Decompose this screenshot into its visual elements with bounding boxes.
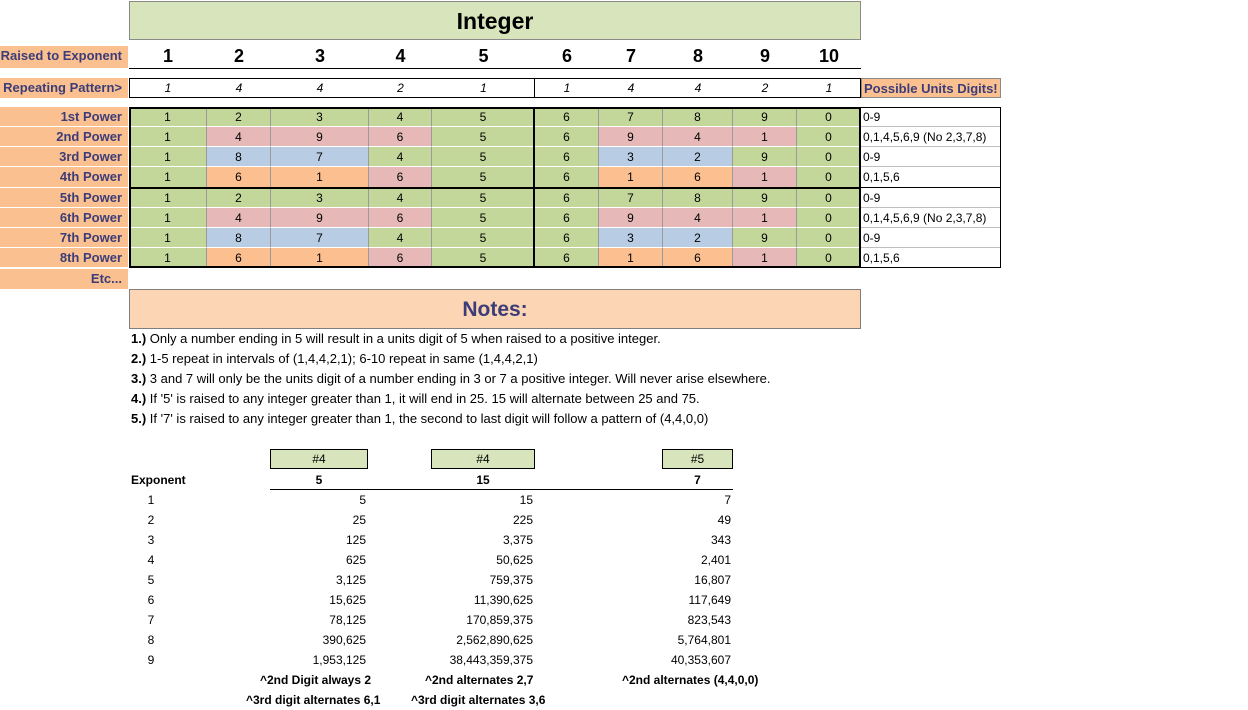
power-cell: 0 — [797, 127, 861, 147]
note-text: Only a number ending in 5 will result in a units digit of 5 when raised to a positive integer. — [146, 331, 661, 346]
power-cell: 6 — [207, 167, 271, 188]
footnote-col3-a: ^2nd alternates (4,4,0,0) — [622, 673, 759, 687]
possible-units-cell: 0-9 — [861, 228, 1001, 248]
exponent-label: Exponent — [131, 473, 186, 487]
power-cell: 6 — [207, 248, 271, 268]
power-cell: 6 — [535, 188, 599, 208]
power-cell: 1 — [129, 248, 207, 268]
power-cell: 3 — [599, 147, 663, 167]
power-cell: 9 — [599, 127, 663, 147]
exponent-value: 8 — [147, 633, 155, 647]
power-cell: 5 — [432, 228, 535, 248]
power-cell: 1 — [129, 188, 207, 208]
power-row-label: 6th Power — [0, 208, 128, 228]
power-cell: 1 — [271, 248, 369, 268]
pattern-value-8: 4 — [694, 81, 702, 95]
power-row-label: 7th Power — [0, 228, 128, 248]
power-cell: 5 — [432, 208, 535, 228]
power-cell: 6 — [369, 167, 432, 188]
power-cell: 6 — [535, 127, 599, 147]
integer-header-6: 6 — [561, 46, 572, 66]
integer-header-2: 2 — [233, 46, 244, 66]
power-cell: 0 — [797, 248, 861, 268]
power-cell: 9 — [271, 208, 369, 228]
note-number: 5.) — [131, 411, 147, 426]
footnote-col2-b: ^3rd digit alternates 3,6 — [411, 693, 546, 707]
power-cell: 5 — [432, 167, 535, 188]
power-cell: 1 — [129, 208, 207, 228]
power-cell: 6 — [663, 248, 733, 268]
power-cell: 6 — [369, 208, 432, 228]
note-line — [131, 389, 700, 409]
power-of-7-value: 343 — [710, 533, 731, 547]
power-row-label: 3rd Power — [0, 147, 128, 167]
integer-header-10: 10 — [818, 46, 840, 66]
pattern-value-9: 2 — [761, 81, 769, 95]
power-cell: 1 — [129, 228, 207, 248]
power-cell: 0 — [797, 107, 861, 127]
power-of-7-value: 117,649 — [688, 593, 731, 607]
power-cell: 1 — [733, 248, 797, 268]
power-cell: 8 — [663, 107, 733, 127]
header-underline — [129, 68, 861, 69]
pattern-value-1: 1 — [164, 81, 172, 95]
integer-title: Integer — [129, 1, 861, 40]
exponent-value: 7 — [147, 613, 155, 627]
power-cell: 9 — [271, 127, 369, 147]
tag-col2: #4 — [431, 449, 535, 469]
power-cell: 1 — [599, 248, 663, 268]
note-text: If '5' is raised to any integer greater than 1, it will end in 25. 15 will alternate between 25 and 75. — [146, 391, 700, 406]
grid-center-divider — [533, 107, 535, 268]
exponent-value: 6 — [147, 593, 155, 607]
integer-header-3: 3 — [314, 46, 325, 66]
power-cell: 1 — [129, 127, 207, 147]
integer-header-4: 4 — [395, 46, 406, 66]
power-row-label: 2nd Power — [0, 127, 128, 147]
power-cell: 5 — [432, 248, 535, 268]
power-of-7-value: 16,807 — [694, 573, 731, 587]
footnote-col2-a: ^2nd alternates 2,7 — [425, 673, 534, 687]
power-cell: 7 — [599, 188, 663, 208]
possible-divider — [861, 187, 1001, 188]
power-cell: 1 — [733, 127, 797, 147]
power-of-7-value: 5,764,801 — [677, 633, 731, 647]
pattern-value-6: 1 — [563, 81, 571, 95]
power-cell: 5 — [432, 127, 535, 147]
base-col2: 15 — [476, 473, 490, 487]
power-of-5-value: 3,125 — [335, 573, 366, 587]
possible-units-cell: 0-9 — [861, 188, 1001, 208]
power-of-15-value: 15 — [519, 493, 533, 507]
note-number: 1.) — [131, 331, 147, 346]
possible-units-cell: 0-9 — [861, 107, 1001, 127]
power-cell: 9 — [599, 208, 663, 228]
footnote-col1-a: ^2nd Digit always 2 — [260, 673, 372, 687]
tag-col3: #5 — [662, 449, 733, 469]
pattern-value-10: 1 — [825, 81, 833, 95]
power-cell: 9 — [733, 188, 797, 208]
etc-label: Etc... — [0, 269, 128, 289]
power-cell: 2 — [207, 107, 271, 127]
power-row-label: 8th Power — [0, 248, 128, 268]
power-cell: 2 — [663, 228, 733, 248]
power-of-7-value: 7 — [724, 493, 731, 507]
power-cell: 5 — [432, 107, 535, 127]
power-cell: 5 — [432, 147, 535, 167]
power-cell: 4 — [369, 228, 432, 248]
exponent-value: 4 — [147, 553, 155, 567]
power-cell: 6 — [369, 248, 432, 268]
power-cell: 4 — [663, 127, 733, 147]
power-of-7-value: 49 — [717, 513, 731, 527]
power-of-7-value: 823,543 — [687, 613, 731, 627]
power-cell: 4 — [369, 147, 432, 167]
pattern-value-4: 2 — [397, 81, 404, 95]
note-line — [131, 349, 538, 369]
power-cell: 2 — [207, 188, 271, 208]
exponent-value: 9 — [147, 653, 155, 667]
integer-header-7: 7 — [625, 46, 636, 66]
power-cell: 0 — [797, 147, 861, 167]
note-line — [131, 409, 708, 429]
note-line — [131, 329, 661, 349]
note-text: 1-5 repeat in intervals of (1,4,4,2,1); 6-10 repeat in same (1,4,4,2,1) — [146, 351, 538, 366]
power-cell: 5 — [432, 188, 535, 208]
power-of-15-value: 50,625 — [496, 553, 533, 567]
power-cell: 6 — [369, 127, 432, 147]
power-cell: 6 — [535, 107, 599, 127]
exponent-value: 3 — [147, 533, 155, 547]
power-of-15-value: 38,443,359,375 — [449, 653, 533, 667]
power-cell: 9 — [733, 147, 797, 167]
possible-units-cell: 0-9 — [861, 147, 1001, 167]
power-cell: 2 — [663, 147, 733, 167]
power-cell: 0 — [797, 188, 861, 208]
power-cell: 6 — [663, 167, 733, 188]
power-cell: 1 — [271, 167, 369, 188]
power-cell: 1 — [129, 147, 207, 167]
power-of-5-value: 1,953,125 — [312, 653, 366, 667]
note-number: 4.) — [131, 391, 147, 406]
possible-units-cell: 0,1,4,5,6,9 (No 2,3,7,8) — [861, 127, 1001, 147]
power-cell: 4 — [207, 127, 271, 147]
power-cell: 8 — [207, 228, 271, 248]
pattern-value-3: 4 — [316, 81, 324, 95]
possible-units-cell: 0,1,5,6 — [861, 248, 1001, 268]
grid-mid-divider — [129, 187, 861, 189]
exponent-value: 1 — [147, 493, 155, 507]
power-cell: 6 — [535, 228, 599, 248]
note-text: If '7' is raised to any integer greater than 1, the second to last digit will follow a pattern of (4,4,0,0) — [146, 411, 709, 426]
power-cell: 1 — [129, 167, 207, 188]
integer-header-8: 8 — [692, 46, 703, 66]
power-of-15-value: 759,375 — [489, 573, 533, 587]
power-of-15-value: 3,375 — [502, 533, 533, 547]
raised-to-exponent-label: Raised to Exponent — [0, 46, 128, 68]
power-cell: 6 — [535, 167, 599, 188]
note-number: 2.) — [131, 351, 147, 366]
possible-units-cell: 0,1,5,6 — [861, 167, 1001, 188]
power-of-7-value: 40,353,607 — [670, 653, 731, 667]
power-of-5-value: 15,625 — [329, 593, 366, 607]
tag-col1: #4 — [270, 449, 368, 469]
power-of-7-value: 2,401 — [700, 553, 731, 567]
base-col3: 7 — [694, 473, 701, 487]
exponent-value: 5 — [147, 573, 155, 587]
power-cell: 0 — [797, 228, 861, 248]
note-line — [131, 369, 771, 389]
power-of-15-value: 170,859,375 — [466, 613, 533, 627]
possible-units-cell: 0,1,4,5,6,9 (No 2,3,7,8) — [861, 208, 1001, 228]
integer-header-5: 5 — [478, 46, 489, 66]
notes-title: Notes: — [129, 289, 861, 329]
power-cell: 4 — [207, 208, 271, 228]
power-cell: 1 — [733, 167, 797, 188]
power-cell: 3 — [271, 107, 369, 127]
power-of-5-value: 390,625 — [322, 633, 366, 647]
note-number: 3.) — [131, 371, 147, 386]
power-cell: 6 — [535, 147, 599, 167]
integer-header-9: 9 — [759, 46, 770, 66]
power-cell: 0 — [797, 208, 861, 228]
repeating-pattern-label: Repeating Pattern> — [0, 78, 128, 98]
power-of-15-value: 11,390,625 — [473, 593, 533, 607]
note-text: 3 and 7 will only be the units digit of a number ending in 3 or 7 a positive integer. Will never arise elsewhere. — [146, 371, 771, 386]
power-cell: 4 — [369, 188, 432, 208]
integer-header-1: 1 — [162, 46, 173, 66]
power-cell: 6 — [535, 248, 599, 268]
power-of-5-value: 625 — [345, 553, 366, 567]
power-cell: 8 — [663, 188, 733, 208]
power-row-label: 1st Power — [0, 107, 128, 127]
power-of-15-value: 2,562,890,625 — [456, 633, 533, 647]
power-row-label: 5th Power — [0, 188, 128, 208]
power-row-label: 4th Power — [0, 167, 128, 188]
footnote-col1-b: ^3rd digit alternates 6,1 — [246, 693, 381, 707]
pattern-value-7: 4 — [627, 81, 635, 95]
power-cell: 1 — [733, 208, 797, 228]
exponent-value: 2 — [147, 513, 155, 527]
power-of-5-value: 25 — [352, 513, 366, 527]
power-cell: 9 — [733, 228, 797, 248]
power-cell: 7 — [271, 228, 369, 248]
pattern-value-2: 4 — [235, 81, 243, 95]
power-cell: 9 — [733, 107, 797, 127]
power-cell: 8 — [207, 147, 271, 167]
power-cell: 3 — [599, 228, 663, 248]
power-cell: 4 — [663, 208, 733, 228]
power-cell: 0 — [797, 167, 861, 188]
power-cell: 3 — [271, 188, 369, 208]
power-cell: 7 — [599, 107, 663, 127]
base-col1: 5 — [315, 473, 323, 487]
power-of-15-value: 225 — [512, 513, 533, 527]
power-cell: 1 — [599, 167, 663, 188]
power-cell: 1 — [129, 107, 207, 127]
power-cell: 4 — [369, 107, 432, 127]
pattern-value-5: 1 — [480, 81, 487, 95]
power-of-5-value: 5 — [359, 493, 366, 507]
power-cell: 7 — [271, 147, 369, 167]
power-of-5-value: 78,125 — [329, 613, 366, 627]
power-of-5-value: 125 — [345, 533, 366, 547]
possible-units-label: Possible Units Digits! — [861, 78, 1001, 98]
power-cell: 6 — [535, 208, 599, 228]
